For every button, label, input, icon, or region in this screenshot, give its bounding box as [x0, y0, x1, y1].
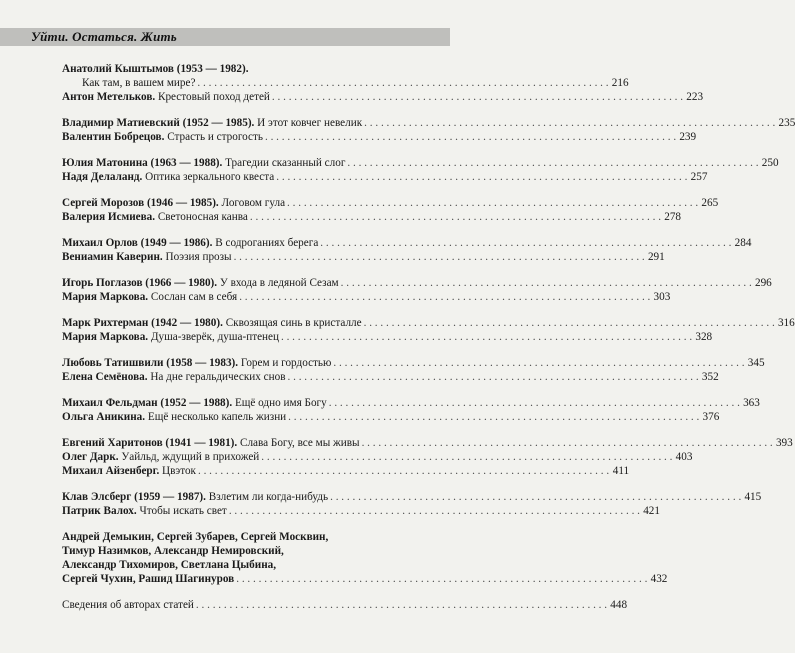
dot-leader: [272, 90, 683, 104]
dot-leader: [276, 170, 687, 184]
dot-leader: [362, 436, 773, 450]
entry-title: Оптика зеркального квеста: [145, 171, 275, 183]
author-name: Валентин Бобрецов.: [62, 131, 165, 143]
page-number: 345: [747, 357, 765, 369]
dot-leader: [320, 236, 731, 250]
page-number: 291: [647, 251, 665, 263]
toc-entry[interactable]: [62, 464, 630, 478]
author-name: Михаил Фельдман (1952 — 1988).: [62, 397, 233, 409]
entry-title: Логовом гула: [221, 197, 286, 209]
author-name: Мария Маркова.: [62, 291, 149, 303]
dot-leader: [229, 504, 640, 518]
page-number: 239: [679, 131, 697, 143]
entry-title: На дне геральдических снов: [150, 371, 286, 383]
authors-line: Андрей Демыкин, Сергей Зубарев, Сергей Москвин,: [62, 531, 329, 543]
author-name: Михаил Орлов (1949 — 1986).: [62, 237, 213, 249]
toc-entry[interactable]: [62, 196, 719, 210]
author-name: Антон Метельков.: [62, 91, 156, 103]
dot-leader: [288, 410, 699, 424]
entry-title: Ещё одно имя Богу: [234, 397, 327, 409]
toc-entry[interactable]: [62, 236, 752, 250]
author-name: Любовь Татишвили (1958 — 1983).: [62, 357, 239, 369]
page-number: 432: [650, 573, 668, 585]
entry-title: Светоносная канва: [157, 211, 248, 223]
page-number: 421: [643, 505, 660, 517]
toc-entry[interactable]: [62, 370, 719, 384]
toc-entry[interactable]: [62, 598, 628, 612]
page-number: 278: [664, 211, 682, 223]
page-number: 235: [778, 117, 795, 129]
authors-line: Тимур Назимков, Александр Немировский,: [62, 545, 284, 557]
author-name: Надя Делаланд.: [62, 171, 143, 183]
entry-title: У входа в ледяной Сезам: [219, 277, 339, 289]
toc-entry[interactable]: [62, 170, 708, 184]
page-number: 216: [611, 77, 629, 89]
entry-title: Цвэток: [162, 465, 196, 477]
author-name: Ольга Аникина.: [62, 411, 146, 423]
page-number: 223: [686, 91, 704, 103]
authors-line: Александр Тихомиров, Светлана Цыбина,: [62, 559, 277, 571]
page-number: 328: [695, 331, 713, 343]
author-name: Валерия Исмиева.: [62, 211, 156, 223]
page-number: 265: [701, 197, 719, 209]
author-name: Клав Элсберг (1959 — 1987).: [62, 491, 206, 503]
dot-leader: [236, 572, 647, 586]
toc-entry[interactable]: [62, 316, 795, 330]
author-name: Вениамин Каверин.: [62, 251, 163, 263]
entry-title: Душа-зверёк, душа-птенец: [150, 331, 279, 343]
page-number: 257: [690, 171, 708, 183]
toc-entry[interactable]: [62, 76, 629, 90]
entry-title: Страсть и строгость: [167, 131, 263, 143]
toc-entry[interactable]: [62, 504, 660, 518]
toc-entry[interactable]: [62, 410, 720, 424]
entry-title: Уайльд, ждущий в прихожей: [121, 451, 260, 463]
entry-title: Сослан сам в себя: [150, 291, 238, 303]
table-of-contents: [62, 62, 795, 612]
entry-title: Крестовый поход детей: [158, 91, 270, 103]
entry-title: Слава Богу, все мы живы: [240, 437, 360, 449]
author-name: Сергей Морозов (1946 — 1985).: [62, 197, 219, 209]
toc-entry[interactable]: [62, 156, 779, 170]
page-number: 303: [653, 291, 671, 303]
dot-leader: [198, 464, 609, 478]
page-number: 448: [610, 599, 628, 611]
author-name: Патрик Валох.: [62, 505, 137, 517]
page-number: 352: [701, 371, 719, 383]
author-name: Марк Рихтерман (1942 — 1980).: [62, 317, 223, 329]
entry-title: Как там, в вашем мире?: [82, 77, 196, 89]
dot-leader: [265, 130, 676, 144]
page-number: 296: [754, 277, 772, 289]
page-number: 363: [743, 397, 760, 409]
toc-entry[interactable]: [62, 396, 760, 410]
dot-leader: [364, 316, 775, 330]
toc-entry[interactable]: [62, 90, 704, 104]
author-name: Мария Маркова.: [62, 331, 149, 343]
toc-entry[interactable]: [62, 356, 765, 370]
toc-entry[interactable]: [62, 276, 772, 290]
dot-leader: [287, 196, 698, 210]
toc-entry[interactable]: [62, 250, 665, 264]
dot-leader: [288, 370, 699, 384]
dot-leader: [196, 598, 607, 612]
entry-title: В содроганиях берега: [215, 237, 319, 249]
authors-block[interactable]: [62, 530, 668, 586]
toc-entry[interactable]: [62, 490, 762, 504]
book-title: Уйти. Остаться. Жить: [31, 29, 177, 44]
page-number: 403: [675, 451, 693, 463]
dot-leader: [333, 356, 744, 370]
page-number: 316: [777, 317, 795, 329]
author-name: Игорь Поглазов (1966 — 1980).: [62, 277, 218, 289]
entry-title: Чтобы искать свет: [139, 505, 227, 517]
author-name: Владимир Матиевский (1952 — 1985).: [62, 117, 255, 129]
dot-leader: [364, 116, 775, 130]
dot-leader: [281, 330, 692, 344]
dot-leader: [330, 490, 741, 504]
dot-leader: [347, 156, 758, 170]
toc-entry[interactable]: [62, 130, 697, 144]
dot-leader: [341, 276, 752, 290]
authors-line: Сергей Чухин, Рашид Шагинуров: [62, 573, 235, 585]
entry-title: Трагедии сказанный слог: [225, 157, 346, 169]
toc-entry[interactable]: [62, 290, 671, 304]
entry-title: И этот ковчег невелик: [257, 117, 363, 129]
toc-entry[interactable]: [62, 116, 795, 130]
entry-title: Взлетим ли когда-нибудь: [208, 491, 329, 503]
toc-entry[interactable]: [62, 210, 682, 224]
page-number: 415: [744, 491, 762, 503]
toc-entry: [62, 572, 668, 586]
page-number: 411: [612, 465, 630, 477]
dot-leader: [261, 450, 672, 464]
page-number: 250: [761, 157, 779, 169]
entry-title: Сведения об авторах статей: [62, 599, 194, 611]
dot-leader: [329, 396, 740, 410]
author-name: Юлия Матонина (1963 — 1988).: [62, 157, 223, 169]
toc-entry[interactable]: [62, 330, 713, 344]
author-name: Анатолий Кыштымов (1953 — 1982).: [62, 63, 249, 75]
entry-title: Ещё несколько капель жизни: [147, 411, 287, 423]
entry-title: Горем и гордостью: [240, 357, 332, 369]
page-number: 376: [702, 411, 720, 423]
author-name: Олег Дарк.: [62, 451, 119, 463]
entry-title: Сквозящая синь в кристалле: [225, 317, 362, 329]
dot-leader: [239, 290, 650, 304]
dot-leader: [234, 250, 645, 264]
dot-leader: [197, 76, 608, 90]
author-name: Елена Семёнова.: [62, 371, 148, 383]
entry-title: Поэзия прозы: [165, 251, 232, 263]
toc-entry[interactable]: [62, 450, 693, 464]
page-number: 284: [734, 237, 752, 249]
author-name: Михаил Айзенберг.: [62, 465, 160, 477]
page-number: 393: [775, 437, 793, 449]
toc-entry[interactable]: [62, 62, 388, 76]
dot-leader: [250, 210, 661, 224]
author-name: Евгений Харитонов (1941 — 1981).: [62, 437, 238, 449]
running-header: [0, 28, 450, 46]
toc-entry[interactable]: [62, 436, 793, 450]
